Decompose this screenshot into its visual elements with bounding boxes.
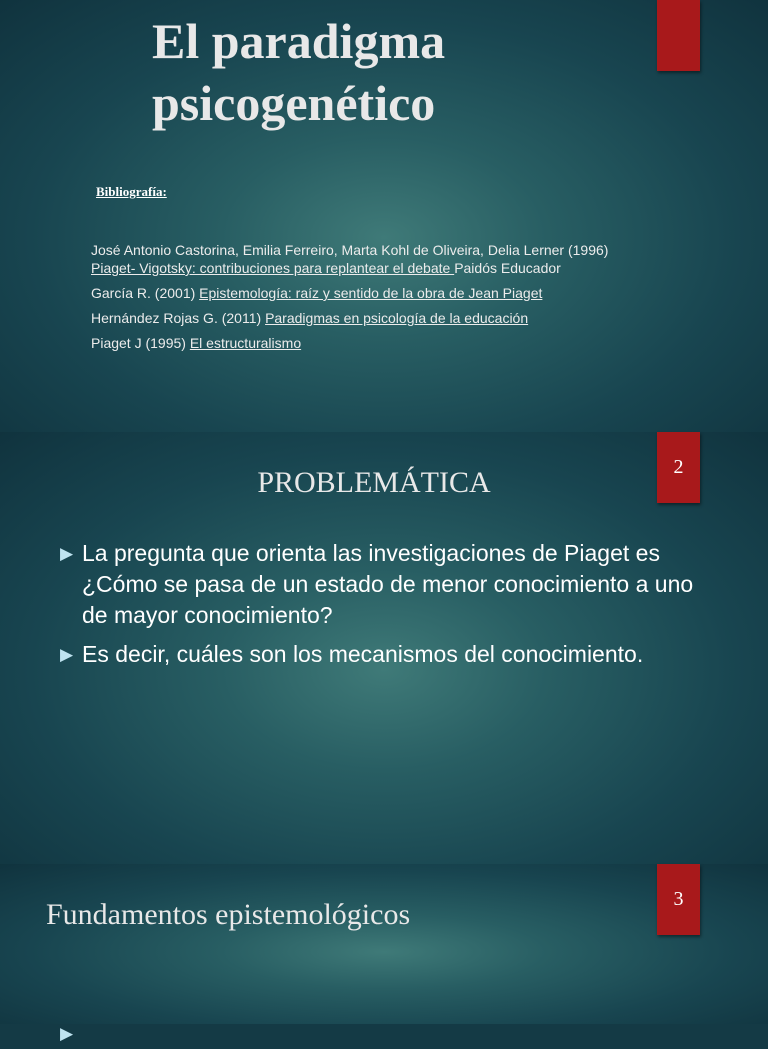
slide-1-title-line-1: El paradigma [152,13,446,69]
slide-1-tab [657,0,700,71]
reference-item [91,334,711,352]
reference-authors: Hernández Rojas G. (2011) [91,310,266,326]
bullet-item [60,538,710,631]
reference-link[interactable]: El estructuralismo [189,335,302,351]
slide-3 [0,864,768,1024]
slide-1-title [152,10,445,134]
reference-authors: García R. (2001) [91,285,200,301]
slide-3-number: 3 [657,864,700,935]
bullet-text: Es decir, cuáles son los mecanismos del conocimiento. [82,641,644,667]
reference-item [91,284,711,302]
bullet-item [60,639,710,670]
bullet-text: La pregunta que orienta las investigaciones de Piaget es ¿Cómo se pasa de un estado de menor conocimiento a uno de mayor conocimiento? [82,540,694,628]
reference-link[interactable]: Paradigmas en psicología de la educación [265,310,529,326]
slide-1-title-line-2: psicogenético [152,75,436,131]
reference-authors: José Antonio Castorina, Emilia Ferreiro, Marta Kohl de Oliveira, Delia Lerner (1996) [91,242,609,258]
reference-item [91,241,711,277]
slide-3-cut-bullet [60,1016,700,1043]
reference-link[interactable]: Piaget- Vigotsky: contribuciones para replantear el debate [91,260,455,276]
bullet-arrow-icon: ▶ [60,645,74,664]
bibliography-label: Bibliografía: [96,184,167,199]
reference-item [91,309,711,327]
bibliography-list [91,241,711,359]
slide-3-title: Fundamentos epistemológicos [46,898,411,931]
slide-2-number: 2 [657,432,700,503]
reference-publisher: Paidós Educador [454,260,561,276]
slide-2-title: PROBLEMÁTICA [257,466,491,499]
slide-2-bullets [60,538,710,678]
reference-link[interactable]: Epistemología: raíz y sentido de la obra de Jean Piaget [199,285,543,301]
bullet-arrow-icon: ▶ [60,544,74,563]
bullet-arrow-icon: ▶ [60,1024,74,1043]
reference-authors: Piaget J (1995) [91,335,190,351]
